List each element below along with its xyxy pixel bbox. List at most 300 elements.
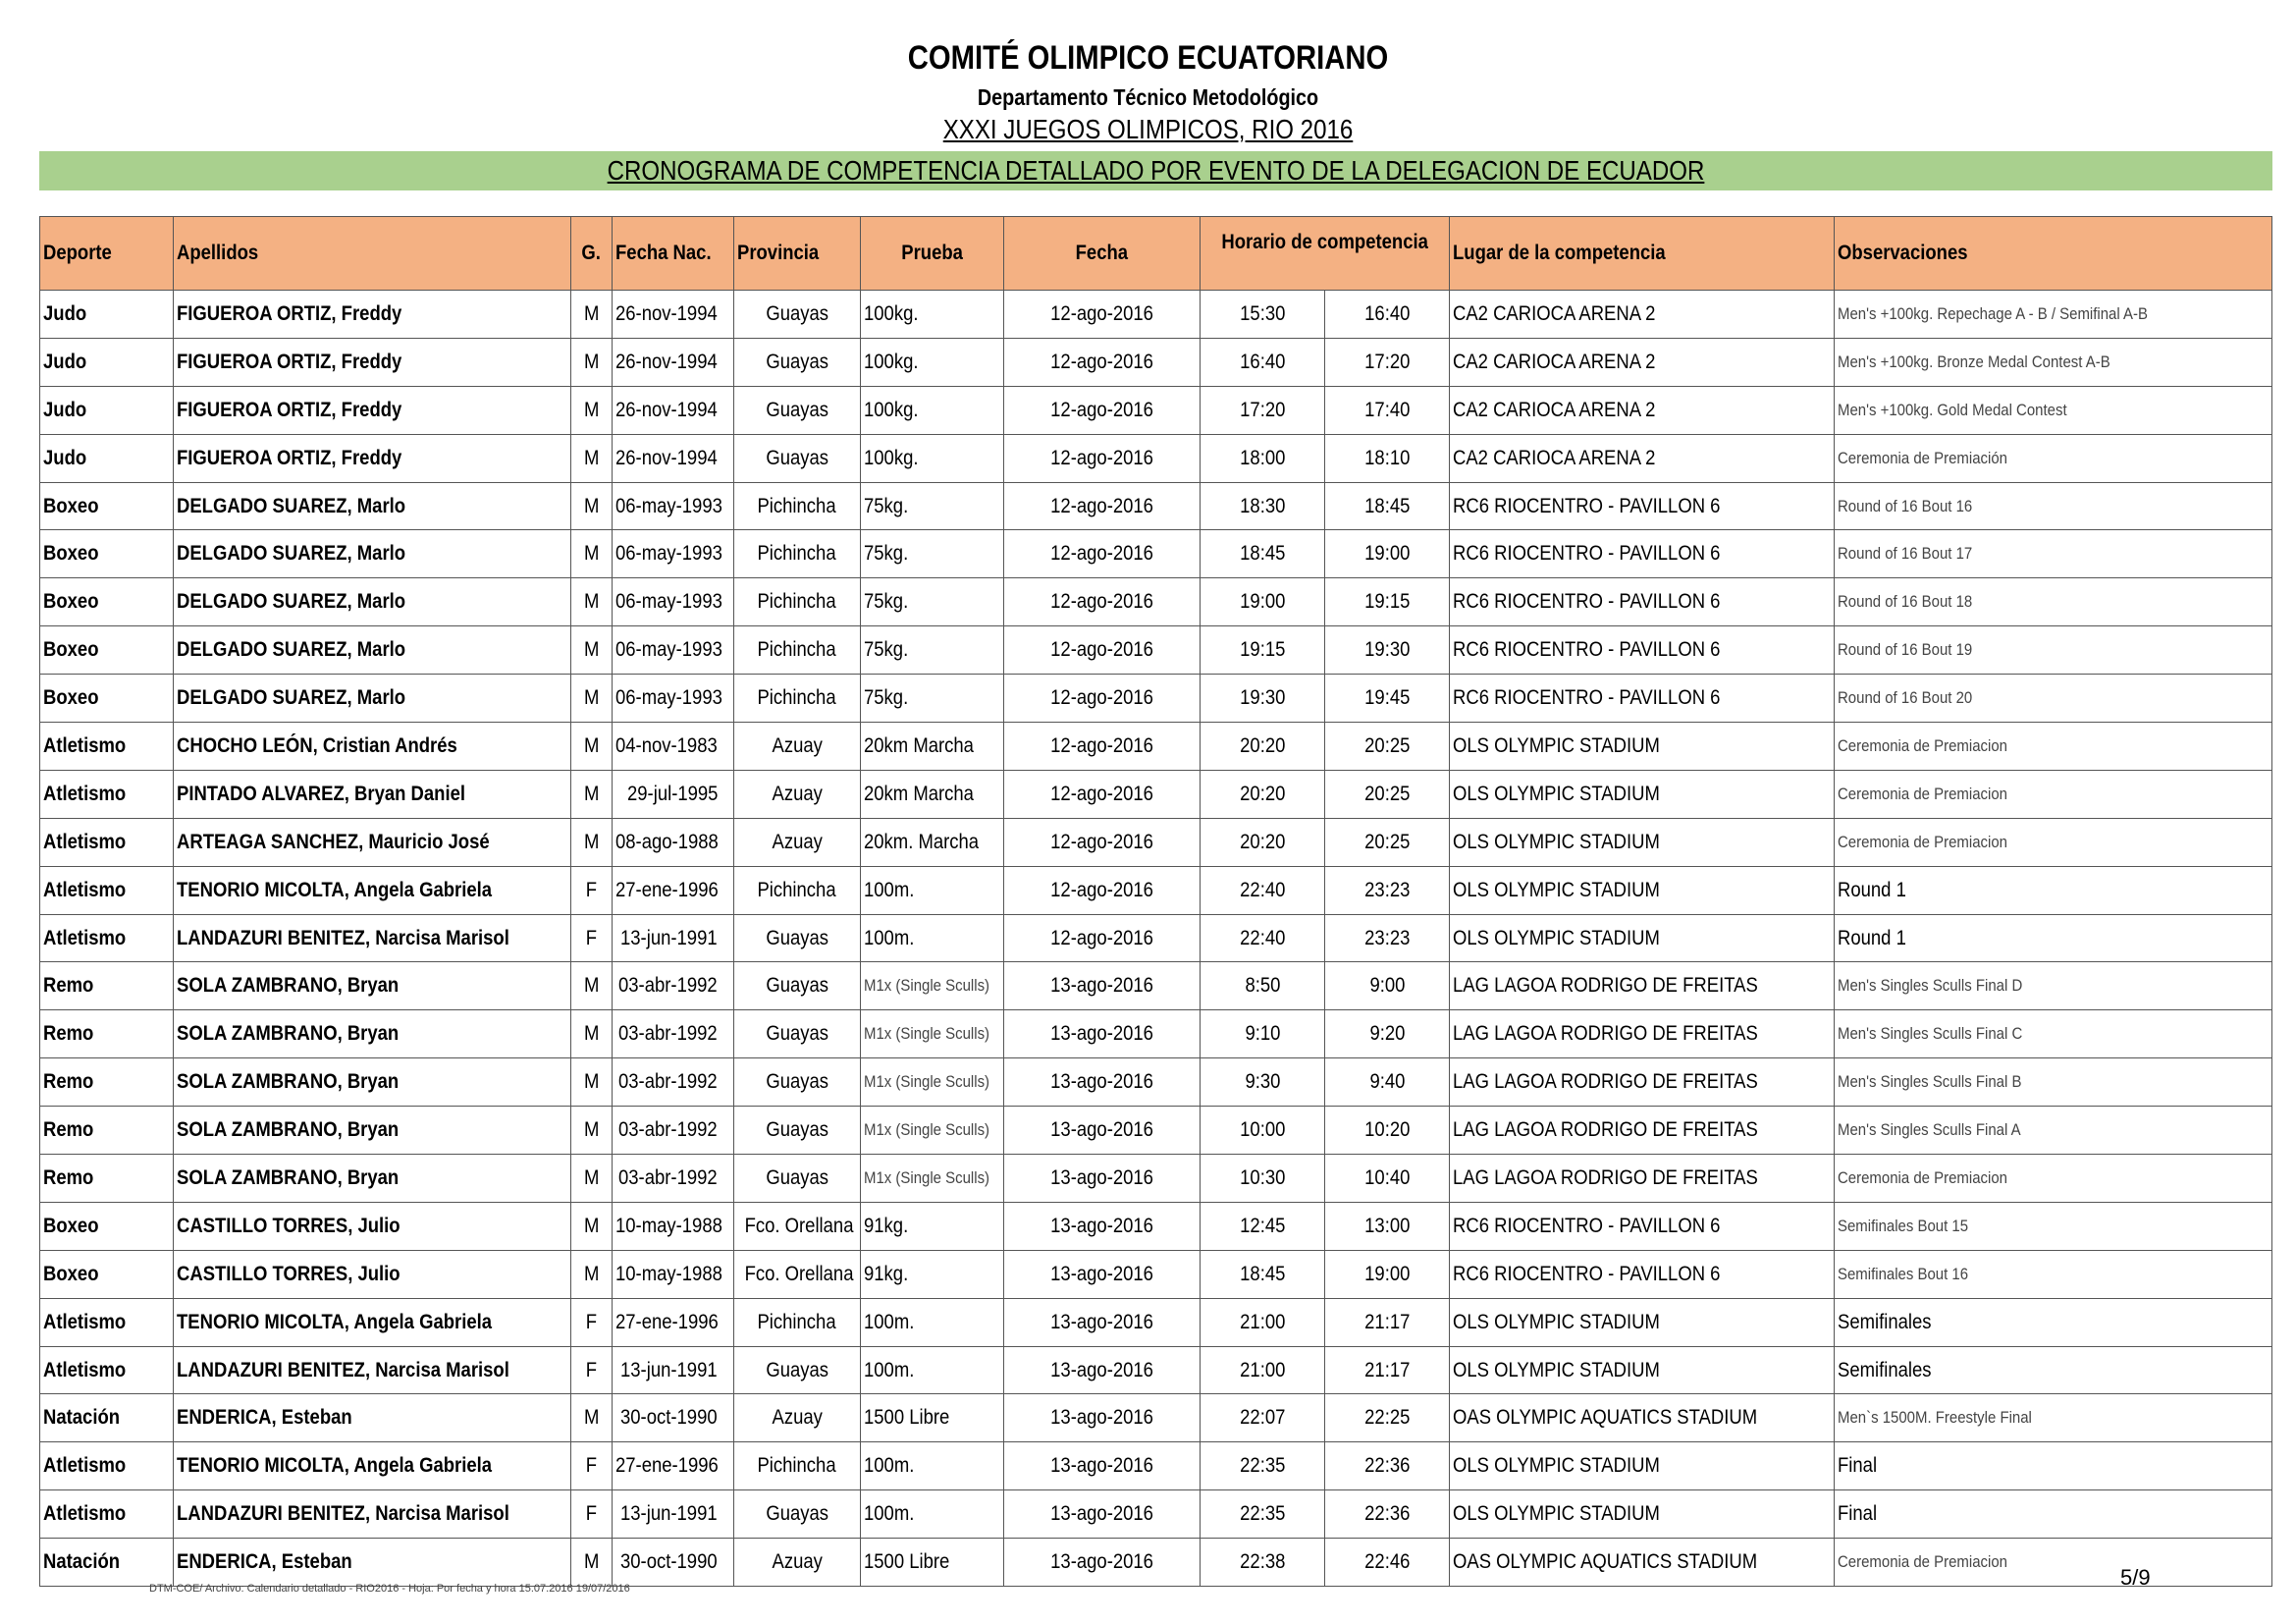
cell-fecha-nac: 27-ene-1996 <box>613 866 734 914</box>
cell-apellidos: LANDAZURI BENITEZ, Narcisa Marisol <box>174 1346 571 1394</box>
cell-hora-inicio: 20:20 <box>1201 723 1325 771</box>
cell-deporte: Remo <box>40 1058 174 1107</box>
cell-lugar: LAG LAGOA RODRIGO DE FREITAS <box>1450 1155 1835 1203</box>
cell-apellidos: DELGADO SUAREZ, Marlo <box>174 626 571 675</box>
cell-prueba: M1x (Single Sculls) <box>861 1058 1004 1107</box>
cell-deporte: Boxeo <box>40 530 174 578</box>
cell-deporte: Judo <box>40 338 174 386</box>
cell-provincia: Guayas <box>734 1058 861 1107</box>
cell-observaciones: Round of 16 Bout 19 <box>1835 626 2272 675</box>
cell-hora-fin: 22:36 <box>1325 1490 1450 1539</box>
cell-hora-fin: 21:17 <box>1325 1298 1450 1346</box>
cell-hora-inicio: 18:45 <box>1201 530 1325 578</box>
cell-hora-fin: 22:36 <box>1325 1442 1450 1490</box>
cell-fecha-nac: 10-may-1988 <box>613 1202 734 1250</box>
cell-prueba: 1500 Libre <box>861 1394 1004 1442</box>
cell-apellidos: FIGUEROA ORTIZ, Freddy <box>174 338 571 386</box>
cell-provincia: Guayas <box>734 386 861 434</box>
cell-observaciones: Ceremonia de Premiación <box>1835 434 2272 482</box>
cell-apellidos: DELGADO SUAREZ, Marlo <box>174 482 571 530</box>
cell-prueba: 100kg. <box>861 291 1004 339</box>
cell-prueba: M1x (Single Sculls) <box>861 1107 1004 1155</box>
cell-observaciones: Round of 16 Bout 18 <box>1835 578 2272 626</box>
cell-genero: F <box>571 1490 613 1539</box>
schedule-banner-text: CRONOGRAMA DE COMPETENCIA DETALLADO POR EVENTO DE LA DELEGACION DE ECUADOR <box>607 155 1705 186</box>
cell-apellidos: LANDAZURI BENITEZ, Narcisa Marisol <box>174 1490 571 1539</box>
cell-hora-inicio: 21:00 <box>1201 1346 1325 1394</box>
cell-provincia: Pichincha <box>734 1298 861 1346</box>
cell-hora-inicio: 18:00 <box>1201 434 1325 482</box>
cell-deporte: Judo <box>40 386 174 434</box>
cell-genero: M <box>571 1202 613 1250</box>
cell-hora-fin: 19:15 <box>1325 578 1450 626</box>
table-row <box>40 386 2272 434</box>
cell-observaciones: Men's +100kg. Repechage A - B / Semifinal A-B <box>1835 291 2272 339</box>
cell-genero: M <box>571 338 613 386</box>
cell-observaciones: Round of 16 Bout 17 <box>1835 530 2272 578</box>
cell-lugar: RC6 RIOCENTRO - PAVILLON 6 <box>1450 530 1835 578</box>
cell-apellidos: TENORIO MICOLTA, Angela Gabriela <box>174 1298 571 1346</box>
table-header <box>40 217 2272 291</box>
cell-hora-fin: 9:40 <box>1325 1058 1450 1107</box>
cell-observaciones: Ceremonia de Premiacion <box>1835 1539 2272 1587</box>
cell-fecha: 12-ago-2016 <box>1004 914 1201 962</box>
cell-genero: M <box>571 1250 613 1298</box>
cell-deporte: Natación <box>40 1394 174 1442</box>
cell-provincia: Azuay <box>734 723 861 771</box>
table-row <box>40 1539 2272 1587</box>
cell-lugar: OAS OLYMPIC AQUATICS STADIUM <box>1450 1539 1835 1587</box>
cell-prueba: 75kg. <box>861 482 1004 530</box>
cell-provincia: Guayas <box>734 434 861 482</box>
cell-fecha-nac: 04-nov-1983 <box>613 723 734 771</box>
cell-genero: M <box>571 1107 613 1155</box>
cell-deporte: Atletismo <box>40 723 174 771</box>
cell-prueba: M1x (Single Sculls) <box>861 1010 1004 1058</box>
cell-observaciones: Round of 16 Bout 20 <box>1835 675 2272 723</box>
cell-genero: M <box>571 675 613 723</box>
col-horario: Horario de competencia <box>1201 217 1450 291</box>
cell-apellidos: DELGADO SUAREZ, Marlo <box>174 675 571 723</box>
col-fecha: Fecha <box>1004 217 1201 291</box>
cell-apellidos: SOLA ZAMBRANO, Bryan <box>174 962 571 1010</box>
cell-provincia: Fco. Orellana <box>734 1202 861 1250</box>
cell-genero: M <box>571 1394 613 1442</box>
cell-observaciones: Semifinales <box>1835 1298 2272 1346</box>
cell-genero: M <box>571 578 613 626</box>
department-subtitle: Departamento Técnico Metodológico <box>977 84 1319 110</box>
cell-hora-fin: 18:10 <box>1325 434 1450 482</box>
table-row <box>40 1490 2272 1539</box>
cell-observaciones: Round 1 <box>1835 914 2272 962</box>
cell-hora-fin: 10:20 <box>1325 1107 1450 1155</box>
table-row <box>40 1202 2272 1250</box>
table-row <box>40 866 2272 914</box>
cell-lugar: OLS OLYMPIC STADIUM <box>1450 1298 1835 1346</box>
cell-observaciones: Men's Singles Sculls Final B <box>1835 1058 2272 1107</box>
cell-provincia: Guayas <box>734 1346 861 1394</box>
col-genero: G. <box>571 217 613 291</box>
cell-observaciones: Round of 16 Bout 16 <box>1835 482 2272 530</box>
cell-apellidos: SOLA ZAMBRANO, Bryan <box>174 1010 571 1058</box>
cell-deporte: Remo <box>40 1010 174 1058</box>
cell-observaciones: Men`s 1500M. Freestyle Final <box>1835 1394 2272 1442</box>
cell-observaciones: Semifinales <box>1835 1346 2272 1394</box>
cell-hora-fin: 17:40 <box>1325 386 1450 434</box>
cell-hora-inicio: 10:00 <box>1201 1107 1325 1155</box>
cell-hora-inicio: 16:40 <box>1201 338 1325 386</box>
schedule-table <box>39 216 2272 1587</box>
cell-provincia: Guayas <box>734 291 861 339</box>
cell-lugar: OLS OLYMPIC STADIUM <box>1450 723 1835 771</box>
cell-hora-inicio: 19:00 <box>1201 578 1325 626</box>
cell-genero: M <box>571 1155 613 1203</box>
games-title: XXXI JUEGOS OLIMPICOS, RIO 2016 <box>942 114 1354 144</box>
cell-hora-fin: 20:25 <box>1325 770 1450 818</box>
cell-fecha: 13-ago-2016 <box>1004 1010 1201 1058</box>
cell-fecha: 13-ago-2016 <box>1004 1442 1201 1490</box>
cell-observaciones: Ceremonia de Premiacion <box>1835 723 2272 771</box>
table-row <box>40 1250 2272 1298</box>
cell-prueba: 75kg. <box>861 626 1004 675</box>
cell-apellidos: SOLA ZAMBRANO, Bryan <box>174 1058 571 1107</box>
cell-provincia: Guayas <box>734 1155 861 1203</box>
cell-lugar: RC6 RIOCENTRO - PAVILLON 6 <box>1450 578 1835 626</box>
cell-hora-fin: 20:25 <box>1325 818 1450 866</box>
cell-deporte: Remo <box>40 962 174 1010</box>
cell-fecha: 12-ago-2016 <box>1004 530 1201 578</box>
cell-provincia: Azuay <box>734 818 861 866</box>
cell-prueba: 20km Marcha <box>861 770 1004 818</box>
cell-hora-inicio: 19:15 <box>1201 626 1325 675</box>
cell-prueba: 100m. <box>861 1490 1004 1539</box>
cell-fecha-nac: 26-nov-1994 <box>613 434 734 482</box>
cell-fecha-nac: 26-nov-1994 <box>613 291 734 339</box>
cell-apellidos: CASTILLO TORRES, Julio <box>174 1250 571 1298</box>
cell-hora-fin: 22:46 <box>1325 1539 1450 1587</box>
cell-prueba: M1x (Single Sculls) <box>861 1155 1004 1203</box>
cell-hora-fin: 19:30 <box>1325 626 1450 675</box>
cell-prueba: 100m. <box>861 914 1004 962</box>
cell-hora-fin: 16:40 <box>1325 291 1450 339</box>
cell-fecha: 12-ago-2016 <box>1004 770 1201 818</box>
footer-note: DTM-COE/ Archivo: Calendario detallado - RIO2016 - Hoja: Por fecha y hora 15.07.2016 19/07/2016 <box>149 1583 630 1595</box>
col-apellidos: Apellidos <box>174 217 571 291</box>
cell-provincia: Guayas <box>734 1107 861 1155</box>
cell-fecha: 12-ago-2016 <box>1004 626 1201 675</box>
table-row <box>40 723 2272 771</box>
cell-fecha: 12-ago-2016 <box>1004 434 1201 482</box>
cell-provincia: Pichincha <box>734 866 861 914</box>
cell-lugar: OLS OLYMPIC STADIUM <box>1450 1442 1835 1490</box>
schedule-banner <box>39 151 2272 190</box>
cell-deporte: Atletismo <box>40 1490 174 1539</box>
cell-provincia: Azuay <box>734 1394 861 1442</box>
cell-fecha-nac: 03-abr-1992 <box>613 1107 734 1155</box>
cell-genero: M <box>571 626 613 675</box>
cell-deporte: Boxeo <box>40 1250 174 1298</box>
table-row <box>40 1394 2272 1442</box>
cell-genero: M <box>571 1010 613 1058</box>
cell-fecha: 12-ago-2016 <box>1004 338 1201 386</box>
cell-deporte: Boxeo <box>40 626 174 675</box>
document-title: COMITÉ OLIMPICO ECUATORIANO <box>907 39 1389 77</box>
cell-deporte: Atletismo <box>40 866 174 914</box>
cell-deporte: Boxeo <box>40 578 174 626</box>
cell-fecha: 13-ago-2016 <box>1004 1058 1201 1107</box>
table-row <box>40 770 2272 818</box>
cell-apellidos: FIGUEROA ORTIZ, Freddy <box>174 434 571 482</box>
cell-deporte: Judo <box>40 434 174 482</box>
cell-observaciones: Men's +100kg. Gold Medal Contest <box>1835 386 2272 434</box>
table-row <box>40 818 2272 866</box>
cell-prueba: 100kg. <box>861 338 1004 386</box>
cell-lugar: CA2 CARIOCA ARENA 2 <box>1450 434 1835 482</box>
cell-genero: M <box>571 723 613 771</box>
cell-fecha: 12-ago-2016 <box>1004 675 1201 723</box>
cell-deporte: Boxeo <box>40 1202 174 1250</box>
cell-hora-fin: 19:45 <box>1325 675 1450 723</box>
cell-observaciones: Men's Singles Sculls Final A <box>1835 1107 2272 1155</box>
cell-prueba: 100m. <box>861 1442 1004 1490</box>
cell-genero: M <box>571 386 613 434</box>
cell-hora-inicio: 19:30 <box>1201 675 1325 723</box>
cell-hora-inicio: 9:10 <box>1201 1010 1325 1058</box>
cell-provincia: Fco. Orellana <box>734 1250 861 1298</box>
cell-genero: M <box>571 962 613 1010</box>
cell-fecha-nac: 03-abr-1992 <box>613 1058 734 1107</box>
cell-prueba: 75kg. <box>861 530 1004 578</box>
cell-hora-fin: 13:00 <box>1325 1202 1450 1250</box>
table-row <box>40 1010 2272 1058</box>
cell-fecha: 12-ago-2016 <box>1004 386 1201 434</box>
cell-provincia: Guayas <box>734 1010 861 1058</box>
cell-fecha: 13-ago-2016 <box>1004 1250 1201 1298</box>
table-row <box>40 1107 2272 1155</box>
cell-hora-fin: 9:00 <box>1325 962 1450 1010</box>
cell-genero: F <box>571 1298 613 1346</box>
cell-observaciones: Men's +100kg. Bronze Medal Contest A-B <box>1835 338 2272 386</box>
cell-observaciones: Ceremonia de Premiacion <box>1835 770 2272 818</box>
cell-apellidos: TENORIO MICOLTA, Angela Gabriela <box>174 866 571 914</box>
cell-lugar: RC6 RIOCENTRO - PAVILLON 6 <box>1450 482 1835 530</box>
table-row <box>40 1346 2272 1394</box>
cell-hora-fin: 23:23 <box>1325 866 1450 914</box>
cell-deporte: Atletismo <box>40 818 174 866</box>
cell-observaciones: Ceremonia de Premiacion <box>1835 1155 2272 1203</box>
cell-deporte: Natación <box>40 1539 174 1587</box>
table-row <box>40 530 2272 578</box>
cell-hora-fin: 19:00 <box>1325 530 1450 578</box>
cell-apellidos: FIGUEROA ORTIZ, Freddy <box>174 386 571 434</box>
cell-fecha-nac: 06-may-1993 <box>613 675 734 723</box>
cell-hora-inicio: 20:20 <box>1201 770 1325 818</box>
cell-prueba: 100m. <box>861 1298 1004 1346</box>
cell-provincia: Pichincha <box>734 578 861 626</box>
cell-fecha: 12-ago-2016 <box>1004 291 1201 339</box>
table-row <box>40 626 2272 675</box>
cell-fecha-nac: 13-jun-1991 <box>613 1346 734 1394</box>
cell-observaciones: Final <box>1835 1442 2272 1490</box>
cell-hora-inicio: 22:07 <box>1201 1394 1325 1442</box>
cell-observaciones: Semifinales Bout 15 <box>1835 1202 2272 1250</box>
col-prueba: Prueba <box>861 217 1004 291</box>
cell-fecha: 13-ago-2016 <box>1004 1107 1201 1155</box>
cell-observaciones: Men's Singles Sculls Final C <box>1835 1010 2272 1058</box>
cell-fecha: 12-ago-2016 <box>1004 723 1201 771</box>
col-fecha-nac: Fecha Nac. <box>613 217 734 291</box>
cell-hora-fin: 20:25 <box>1325 723 1450 771</box>
cell-deporte: Boxeo <box>40 482 174 530</box>
cell-fecha: 13-ago-2016 <box>1004 1298 1201 1346</box>
cell-provincia: Guayas <box>734 338 861 386</box>
cell-prueba: 100m. <box>861 866 1004 914</box>
cell-fecha: 13-ago-2016 <box>1004 1155 1201 1203</box>
cell-provincia: Pichincha <box>734 675 861 723</box>
cell-lugar: RC6 RIOCENTRO - PAVILLON 6 <box>1450 626 1835 675</box>
table-row <box>40 675 2272 723</box>
cell-provincia: Azuay <box>734 770 861 818</box>
cell-provincia: Pichincha <box>734 626 861 675</box>
cell-prueba: 1500 Libre <box>861 1539 1004 1587</box>
cell-fecha: 12-ago-2016 <box>1004 866 1201 914</box>
cell-fecha-nac: 08-ago-1988 <box>613 818 734 866</box>
cell-fecha-nac: 06-may-1993 <box>613 482 734 530</box>
cell-fecha-nac: 13-jun-1991 <box>613 1490 734 1539</box>
cell-prueba: 91kg. <box>861 1250 1004 1298</box>
cell-hora-inicio: 20:20 <box>1201 818 1325 866</box>
cell-apellidos: ENDERICA, Esteban <box>174 1394 571 1442</box>
cell-fecha-nac: 03-abr-1992 <box>613 1155 734 1203</box>
table-row <box>40 914 2272 962</box>
cell-apellidos: FIGUEROA ORTIZ, Freddy <box>174 291 571 339</box>
cell-deporte: Atletismo <box>40 1442 174 1490</box>
cell-lugar: OLS OLYMPIC STADIUM <box>1450 1346 1835 1394</box>
table-row <box>40 434 2272 482</box>
cell-hora-inicio: 17:20 <box>1201 386 1325 434</box>
cell-genero: F <box>571 914 613 962</box>
cell-hora-inicio: 18:45 <box>1201 1250 1325 1298</box>
cell-fecha: 12-ago-2016 <box>1004 578 1201 626</box>
cell-lugar: LAG LAGOA RODRIGO DE FREITAS <box>1450 962 1835 1010</box>
cell-fecha: 12-ago-2016 <box>1004 482 1201 530</box>
table-row <box>40 338 2272 386</box>
cell-fecha-nac: 06-may-1993 <box>613 626 734 675</box>
cell-apellidos: CHOCHO LEÓN, Cristian Andrés <box>174 723 571 771</box>
cell-genero: M <box>571 818 613 866</box>
cell-hora-inicio: 22:40 <box>1201 866 1325 914</box>
cell-hora-inicio: 8:50 <box>1201 962 1325 1010</box>
cell-apellidos: PINTADO ALVAREZ, Bryan Daniel <box>174 770 571 818</box>
cell-lugar: RC6 RIOCENTRO - PAVILLON 6 <box>1450 675 1835 723</box>
cell-fecha-nac: 27-ene-1996 <box>613 1442 734 1490</box>
cell-deporte: Remo <box>40 1107 174 1155</box>
cell-prueba: 100kg. <box>861 386 1004 434</box>
cell-fecha: 13-ago-2016 <box>1004 1346 1201 1394</box>
cell-apellidos: TENORIO MICOLTA, Angela Gabriela <box>174 1442 571 1490</box>
cell-fecha-nac: 30-oct-1990 <box>613 1394 734 1442</box>
cell-genero: M <box>571 1539 613 1587</box>
cell-fecha-nac: 03-abr-1992 <box>613 1010 734 1058</box>
col-lugar: Lugar de la competencia <box>1450 217 1835 291</box>
cell-lugar: OLS OLYMPIC STADIUM <box>1450 770 1835 818</box>
cell-fecha-nac: 13-jun-1991 <box>613 914 734 962</box>
cell-lugar: OLS OLYMPIC STADIUM <box>1450 818 1835 866</box>
cell-genero: M <box>571 482 613 530</box>
cell-fecha: 13-ago-2016 <box>1004 1394 1201 1442</box>
cell-genero: F <box>571 1442 613 1490</box>
cell-observaciones: Round 1 <box>1835 866 2272 914</box>
table-row <box>40 1442 2272 1490</box>
cell-provincia: Azuay <box>734 1539 861 1587</box>
cell-provincia: Pichincha <box>734 1442 861 1490</box>
cell-genero: F <box>571 866 613 914</box>
cell-fecha-nac: 06-may-1993 <box>613 530 734 578</box>
table-row <box>40 578 2272 626</box>
cell-hora-fin: 23:23 <box>1325 914 1450 962</box>
cell-fecha-nac: 10-may-1988 <box>613 1250 734 1298</box>
cell-lugar: CA2 CARIOCA ARENA 2 <box>1450 291 1835 339</box>
cell-observaciones: Semifinales Bout 16 <box>1835 1250 2272 1298</box>
cell-hora-fin: 18:45 <box>1325 482 1450 530</box>
cell-hora-inicio: 15:30 <box>1201 291 1325 339</box>
cell-fecha: 13-ago-2016 <box>1004 962 1201 1010</box>
cell-observaciones: Final <box>1835 1490 2272 1539</box>
cell-hora-fin: 21:17 <box>1325 1346 1450 1394</box>
cell-provincia: Pichincha <box>734 482 861 530</box>
cell-genero: F <box>571 1346 613 1394</box>
cell-provincia: Guayas <box>734 1490 861 1539</box>
cell-lugar: OAS OLYMPIC AQUATICS STADIUM <box>1450 1394 1835 1442</box>
cell-prueba: 20km Marcha <box>861 723 1004 771</box>
cell-fecha: 13-ago-2016 <box>1004 1202 1201 1250</box>
table-row <box>40 482 2272 530</box>
cell-hora-fin: 19:00 <box>1325 1250 1450 1298</box>
cell-lugar: LAG LAGOA RODRIGO DE FREITAS <box>1450 1010 1835 1058</box>
cell-fecha-nac: 27-ene-1996 <box>613 1298 734 1346</box>
cell-observaciones: Ceremonia de Premiacion <box>1835 818 2272 866</box>
cell-deporte: Judo <box>40 291 174 339</box>
cell-lugar: RC6 RIOCENTRO - PAVILLON 6 <box>1450 1250 1835 1298</box>
cell-apellidos: DELGADO SUAREZ, Marlo <box>174 530 571 578</box>
cell-hora-inicio: 22:35 <box>1201 1442 1325 1490</box>
cell-lugar: CA2 CARIOCA ARENA 2 <box>1450 338 1835 386</box>
cell-fecha: 13-ago-2016 <box>1004 1539 1201 1587</box>
cell-lugar: OLS OLYMPIC STADIUM <box>1450 1490 1835 1539</box>
cell-prueba: 20km. Marcha <box>861 818 1004 866</box>
cell-lugar: OLS OLYMPIC STADIUM <box>1450 914 1835 962</box>
cell-hora-inicio: 10:30 <box>1201 1155 1325 1203</box>
cell-provincia: Guayas <box>734 962 861 1010</box>
cell-prueba: 100m. <box>861 1346 1004 1394</box>
cell-fecha-nac: 06-may-1993 <box>613 578 734 626</box>
cell-apellidos: ENDERICA, Esteban <box>174 1539 571 1587</box>
cell-lugar: CA2 CARIOCA ARENA 2 <box>1450 386 1835 434</box>
cell-apellidos: DELGADO SUAREZ, Marlo <box>174 578 571 626</box>
cell-genero: M <box>571 1058 613 1107</box>
cell-deporte: Atletismo <box>40 770 174 818</box>
cell-provincia: Pichincha <box>734 530 861 578</box>
cell-lugar: RC6 RIOCENTRO - PAVILLON 6 <box>1450 1202 1835 1250</box>
cell-apellidos: LANDAZURI BENITEZ, Narcisa Marisol <box>174 914 571 962</box>
cell-genero: M <box>571 291 613 339</box>
cell-apellidos: SOLA ZAMBRANO, Bryan <box>174 1155 571 1203</box>
cell-fecha-nac: 26-nov-1994 <box>613 338 734 386</box>
cell-prueba: 91kg. <box>861 1202 1004 1250</box>
table-row <box>40 291 2272 339</box>
cell-deporte: Remo <box>40 1155 174 1203</box>
cell-apellidos: CASTILLO TORRES, Julio <box>174 1202 571 1250</box>
